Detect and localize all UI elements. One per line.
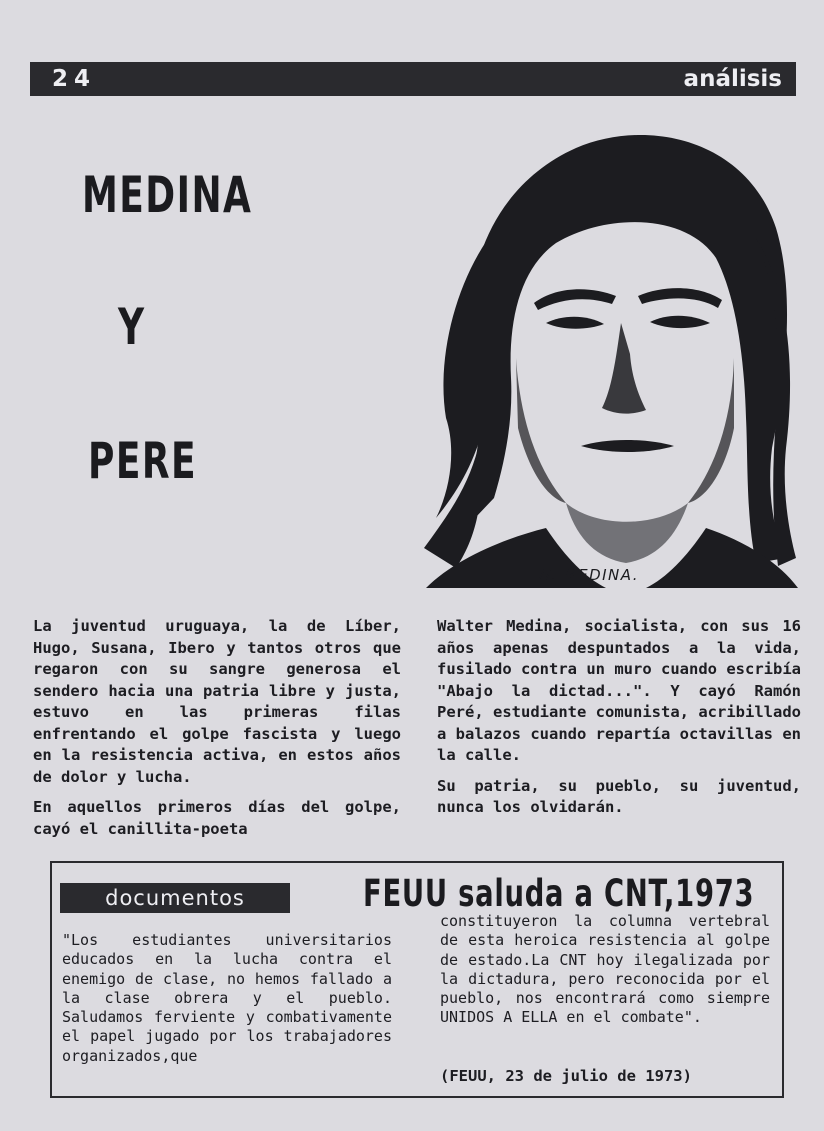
- documentos-tag: documentos: [60, 883, 290, 913]
- portrait-signature: W. MEDINA.: [536, 566, 640, 584]
- section-label: análisis: [683, 66, 782, 92]
- portrait-illustration: [416, 118, 798, 588]
- article-right-paragraph-2: Su patria, su pueblo, su juventud, nunca los olvidarán.: [437, 776, 801, 816]
- title-medina: MEDINA: [82, 166, 253, 224]
- article-right-column: [437, 616, 801, 828]
- documentos-left-text: "Los estudiantes universitarios educados en la lucha contra el enemigo de clase, no hemos fallado a la clase obrera y el pueblo. Saludamos ferviente y combativamente el papel jugado por los trabajadores organizados,que: [62, 931, 392, 1065]
- page-number: 24: [52, 66, 97, 92]
- article-left-column: [33, 616, 401, 849]
- title-pere: PERE: [88, 432, 198, 490]
- page-header-bar: [30, 62, 796, 96]
- article-right-paragraph-1: Walter Medina, socialista, con sus 16 años apenas despuntados a la vida, fusilado contra un muro cuando escribía "Abajo la dictad...". Y cayó Ramón Peré, estudiante comunista, acribillado a balazos cuando repartía octavillas en la calle.: [437, 617, 801, 764]
- documentos-title: FEUU saluda a CNT,1973: [363, 872, 755, 915]
- article-left-paragraph-1: La juventud uruguaya, la de Líber, Hugo, Susana, Ibero y tantos otros que regaron con su sangre generosa el sendero hacia una patria libre y justa, estuvo en las primeras filas enfrentando el golpe fascista y luego en la resistencia activa, en estos años de dolor y lucha.: [33, 617, 401, 786]
- article-left-paragraph-2: En aquellos primeros días del golpe, cayó el canillita-poeta: [33, 798, 401, 838]
- documentos-right-text: constituyeron la columna vertebral de esta heroica resistencia al golpe de estado.La CNT hoy ilegalizada por la dictadura, pero reconocida por el pueblo, nos encontrará como siempre UNIDOS A ELLA en el combate".: [440, 912, 770, 1027]
- documentos-signature: (FEUU, 23 de julio de 1973): [440, 1067, 692, 1085]
- title-y: Y: [118, 298, 146, 356]
